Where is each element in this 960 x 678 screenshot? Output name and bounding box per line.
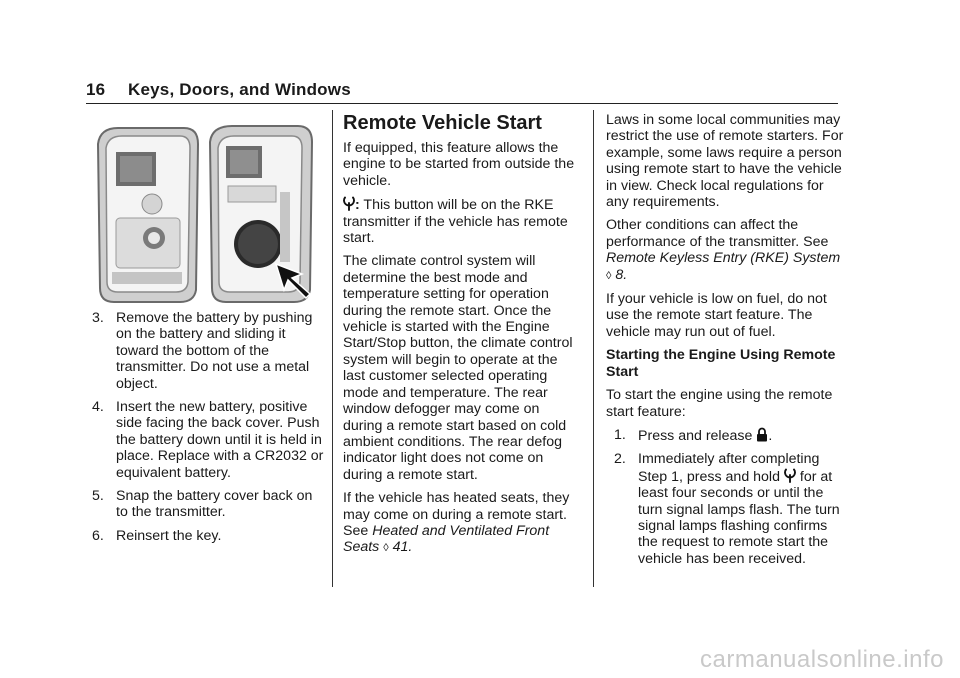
- regulations-paragraph: Laws in some local communities may restrict the use of remote starters. For example, some laws require a person using remote start to have the vehicle in view. Check local regulations for any requirements.: [606, 112, 844, 211]
- step-text: Insert the new battery, positive side facing the back cover. Push the battery down until it is held in place. Replace with a CR2032 or equivalent battery.: [116, 399, 324, 481]
- seats-reference-link[interactable]: Heated and Ventilated Front Seats: [343, 522, 550, 556]
- right-column: [606, 112, 846, 574]
- step-number: 4.: [92, 399, 104, 416]
- page-ref-arrow-icon: ◊: [383, 542, 389, 555]
- start-step: [614, 451, 846, 567]
- instruction-step: [92, 399, 324, 481]
- instruction-step: [92, 310, 324, 392]
- page-ref-arrow-icon: ◊: [606, 269, 612, 282]
- conditions-paragraph: [606, 217, 846, 284]
- fuel-paragraph: If your vehicle is low on fuel, do not use the remote start feature. The vehicle may run out of fuel.: [606, 291, 827, 340]
- step-text: Press and release: [638, 427, 753, 444]
- step-text-continued: for at least four seconds or until the turn signal lamps flash. The turn signal lamps flashing confirms the request to remote start the vehicle has been received.: [638, 468, 840, 567]
- conditions-text: Other conditions can affect the performance of the transmitter. See: [606, 217, 829, 250]
- middle-column: [343, 112, 581, 564]
- key-fob-battery-illustration: [92, 122, 318, 306]
- step-end: .: [768, 427, 773, 444]
- intro-paragraph: If equipped, this feature allows the engine to be started from outside the vehicle.: [343, 140, 575, 189]
- step-number: 2.: [614, 451, 626, 468]
- step-number: 5.: [92, 488, 104, 505]
- seats-text: If the vehicle has heated seats, they may come on during a remote start. See: [343, 490, 570, 539]
- heated-seats-paragraph: [343, 490, 581, 557]
- column-divider: [593, 110, 594, 587]
- lock-icon: [756, 427, 768, 442]
- column-divider: [332, 110, 333, 587]
- step-number: 1.: [614, 426, 626, 443]
- step-text: Remove the battery by pushing on the battery and sliding it toward the bottom of the transmitter. Do not use a metal object.: [116, 310, 313, 392]
- seats-page-number[interactable]: 41: [392, 539, 409, 556]
- rke-page-number[interactable]: 8: [615, 266, 624, 283]
- section-title: Keys, Doors, and Windows: [128, 80, 351, 99]
- watermark: carmanualsonline.info: [700, 646, 944, 673]
- button-description: [343, 196, 581, 246]
- step-number: 6.: [92, 527, 104, 544]
- left-column: [92, 310, 324, 551]
- step-text: Reinsert the key.: [116, 527, 222, 544]
- step-text: Immediately after completing Step 1, press and hold: [638, 451, 820, 485]
- subheading: Starting the Engine Using Remote Start: [606, 347, 836, 380]
- instruction-step: [92, 528, 324, 544]
- page-number: 16: [86, 80, 106, 99]
- section-heading: Remote Vehicle Start: [343, 112, 542, 134]
- step-text: Snap the battery cover back on to the transmitter.: [116, 488, 313, 521]
- header-rule: [86, 103, 838, 104]
- to-start-paragraph: To start the engine using the remote start feature:: [606, 387, 833, 420]
- remote-start-icon: [343, 196, 355, 211]
- conditions-end: .: [623, 266, 628, 283]
- rke-reference-link[interactable]: Remote Keyless Entry (RKE) System: [606, 250, 841, 267]
- start-step: [614, 427, 846, 444]
- climate-paragraph: The climate control system will determine the best mode and temperature setting for operation during the remote start. Once the vehicle is started with the Engine Start/Stop button, the climate control system will begin to operate at the last customer selected operating mode and temperature. The rear window defogger may come on during a remote start based on cold ambient conditions. The rear defog indicator light does not come on during a remote start.: [343, 253, 573, 483]
- button-description-text: This button will be on the RKE transmitter if the vehicle has remote start.: [343, 197, 568, 247]
- seats-end: .: [408, 539, 413, 556]
- instruction-step: [92, 488, 324, 521]
- icon-colon: :: [355, 197, 360, 214]
- page-header: [86, 80, 838, 100]
- step-number: 3.: [92, 310, 104, 326]
- remote-start-icon: [784, 468, 796, 483]
